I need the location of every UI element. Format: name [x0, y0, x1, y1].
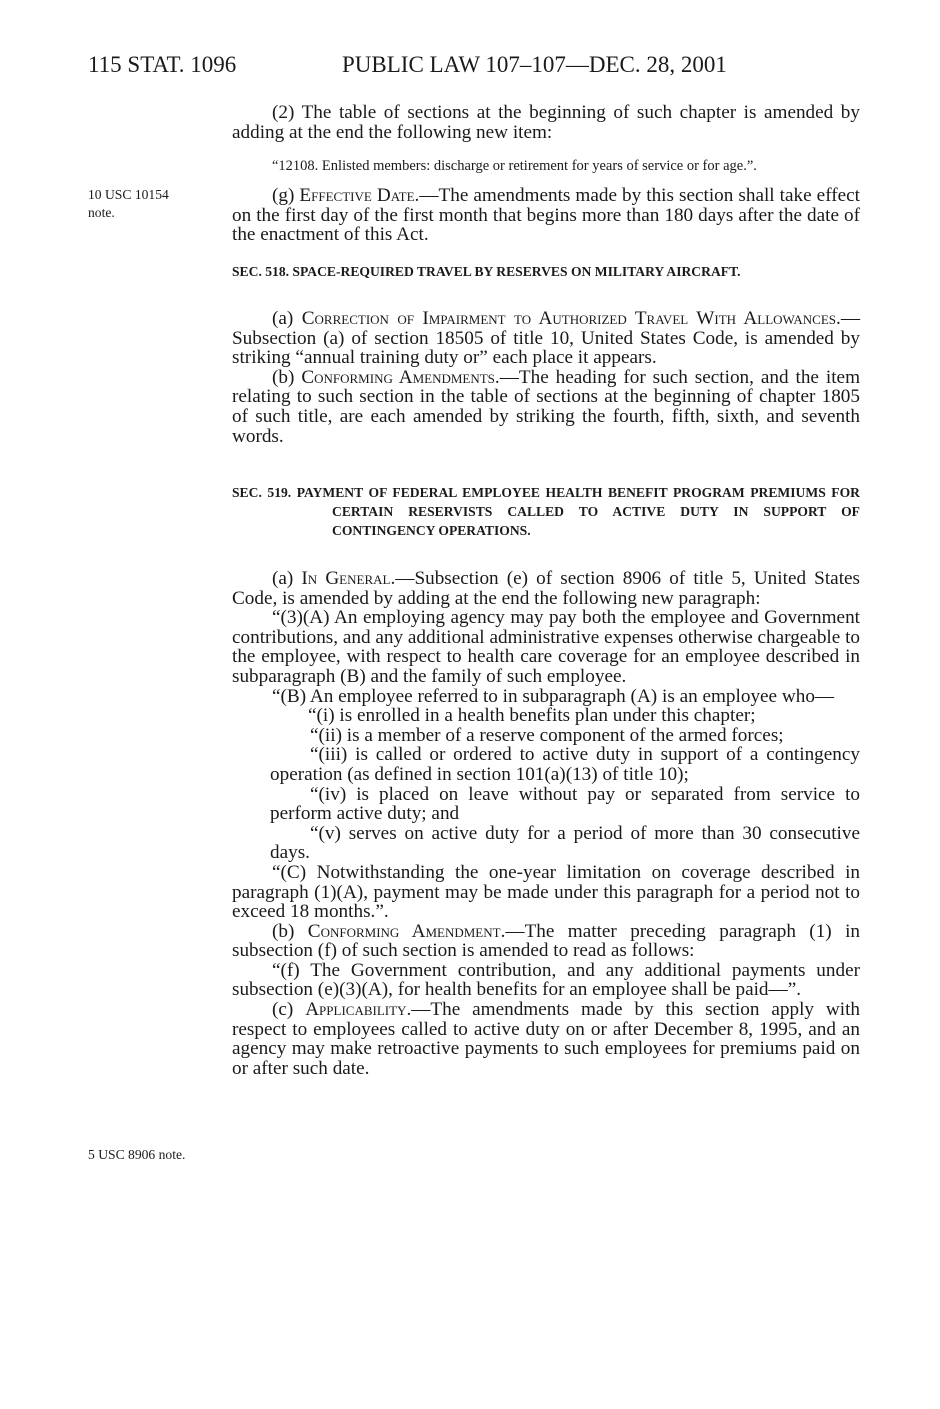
block-sec-518-body — [232, 309, 860, 446]
margin-note-line: note. — [88, 205, 115, 220]
paragraph-effective-date — [232, 186, 860, 245]
subsection-text: .—Subsection (a) of section 18505 of title 10, United States Code, is amended by striking “annual training duty or” each place it appears. — [232, 308, 860, 369]
paragraph-table-of-sections: (2) The table of sections at the beginning of such chapter is amended by adding at the end the following new item: — [232, 102, 860, 143]
page-header — [88, 52, 868, 84]
subsection-label: (a) — [272, 568, 302, 589]
paragraph-B: “(B) An employee referred to in subparagraph (A) is an employee who— — [272, 685, 835, 707]
subsection-text: .—The amendments made by this section apply with respect to employees called to active duty on or after December 8, 1995, and an agency may make retroactive payments to such employees for premiums paid on or after such date. — [232, 999, 861, 1079]
subsection-text: .—Subsection (e) of section 8906 of title 5, United States Code, is amended by adding at the end the following new paragraph: — [232, 568, 861, 609]
subsection-heading: Applicability — [305, 999, 407, 1021]
block-sec-519-heading — [232, 483, 860, 540]
paragraph-518-a — [232, 309, 860, 368]
subsection-heading: Conforming Amendment — [307, 920, 501, 942]
paragraph-C: “(C) Notwithstanding the one-year limitation on coverage described in paragraph (1)(A), payment may be made under this paragraph for a period not to exceed 18 months.”. — [232, 861, 860, 923]
block-sec-518-heading — [232, 262, 860, 281]
subsection-label: (a) — [272, 308, 302, 329]
subsection-text: .—The matter preceding paragraph (1) in subsection (f) of such section is amended to read as follows: — [232, 920, 860, 962]
public-law-title: PUBLIC LAW 107–107—DEC. 28, 2001 — [342, 52, 727, 77]
subsection-heading: Conforming Amendments — [301, 366, 495, 388]
margin-note-line: 10 USC 10154 — [88, 187, 169, 202]
block-sec-519-body — [232, 569, 860, 1078]
margin-note-10-usc — [88, 186, 169, 222]
subsection-label: (b) — [272, 366, 302, 388]
margin-note-5-usc: 5 USC 8906 note. — [88, 1147, 186, 1162]
new-item-line: “12108. Enlisted members: discharge or retirement for years of service or for age.”. — [272, 158, 757, 174]
subsection-label: (c) — [272, 999, 306, 1021]
block-effective-date — [232, 186, 860, 245]
statute-citation: 115 STAT. 1096 — [88, 52, 237, 77]
clause-iii: “(iii) is called or ordered to active duty in support of a contingency operation (as defined in section 101(a)(13) of title 10); — [270, 744, 860, 785]
subsection-text: .—The heading for such section, and the item relating to such section in the table of sections at the beginning of chapter 1805 of such title, are each amended by striking the fourth, fifth, sixth, and seventh words. — [232, 366, 860, 447]
paragraph-519-a — [232, 569, 860, 608]
paragraph-518-b — [232, 368, 860, 446]
paragraph-519-b — [232, 922, 860, 961]
subsection-label: (g) — [272, 185, 300, 206]
paragraph-f: “(f) The Government contribution, and any additional payments under subsection (e)(3)(A), for health benefits for an employee shall be paid—”. — [232, 959, 860, 1001]
block-new-item — [232, 157, 860, 175]
section-519-heading: SEC. 519. PAYMENT OF FEDERAL EMPLOYEE HEALTH BENEFIT PROGRAM PREMIUMS FOR CERTAIN RESERVISTS CALLED TO ACTIVE DUTY IN SUPPORT OF CONTINGENCY OPERATIONS. — [232, 485, 860, 538]
subsection-heading: Correction of Impairment to Authorized Travel With Allowances — [301, 308, 837, 329]
subsection-label: (b) — [272, 920, 308, 942]
section-518-heading: SEC. 518. SPACE-REQUIRED TRAVEL BY RESERVES ON MILITARY AIRCRAFT. — [232, 264, 741, 279]
clause-v: “(v) serves on active duty for a period of more than 30 consecutive days. — [270, 822, 860, 864]
subsection-text: .—The amendments made by this section shall take effect on the first day of the first month that begins more than 180 days after the date of the enactment of this Act. — [232, 185, 860, 246]
clause-iv: “(iv) is placed on leave without pay or separated from service to perform active duty; and — [270, 783, 860, 825]
paragraph-519-c — [232, 1000, 860, 1078]
clause-ii: “(ii) is a member of a reserve component of the armed forces; — [310, 724, 784, 746]
subsection-heading: In General — [301, 568, 391, 589]
clause-i: “(i) is enrolled in a health benefits plan under this chapter; — [308, 705, 756, 727]
subsection-heading: Effective Date — [299, 185, 415, 206]
block-table-amendment — [232, 103, 860, 142]
paragraph-3A: “(3)(A) An employing agency may pay both the employee and Government contributions, and any additional administrative expenses otherwise chargeable to the employee, with respect to health care coverage for an employee described in subparagraph (B) and the family of such employee. — [232, 607, 860, 687]
